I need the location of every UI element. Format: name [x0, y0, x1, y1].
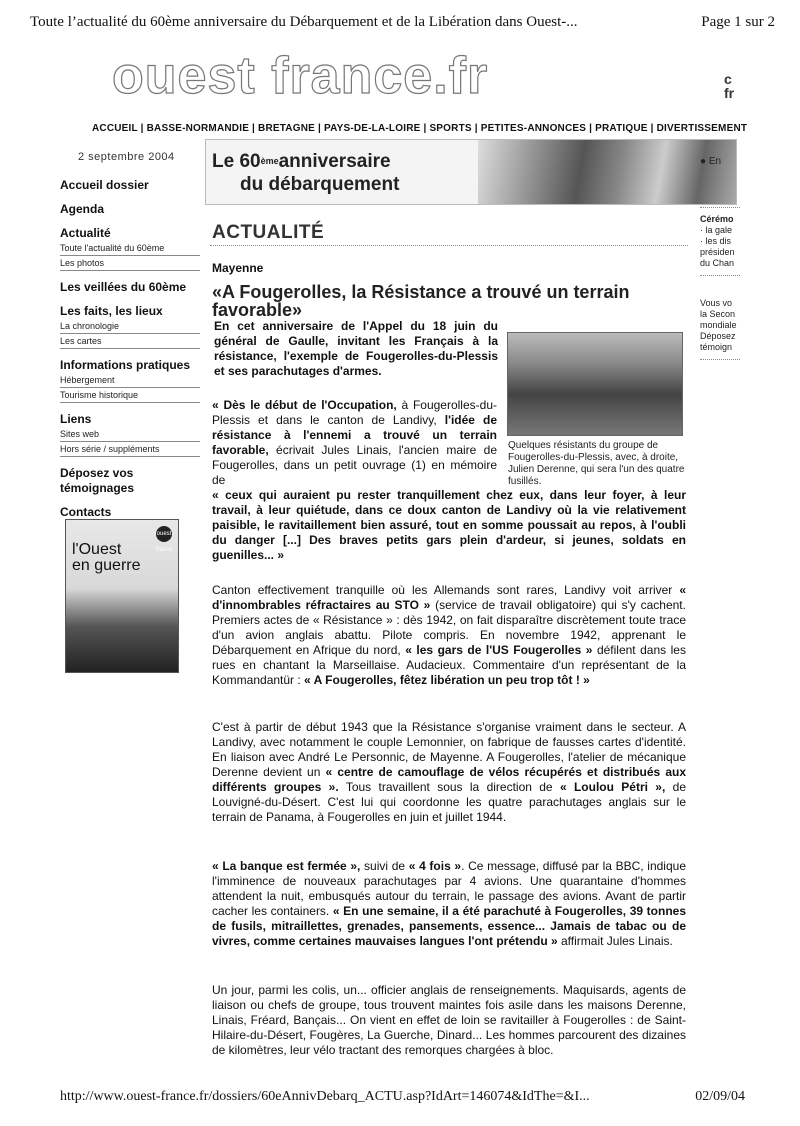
ouest-france-badge-icon: ouest france — [156, 526, 172, 542]
sidebar-subitem-sites-web[interactable]: Sites web — [60, 428, 200, 442]
right-text-v4[interactable]: Déposez — [700, 331, 736, 341]
sidebar-item-accueil[interactable]: Accueil dossier — [60, 178, 149, 192]
sidebar-subitem-hors-serie[interactable]: Hors série / suppléments — [60, 443, 200, 457]
right-text-v3: mondiale — [700, 320, 737, 330]
print-url[interactable]: http://www.ouest-france.fr/dossiers/60eAnnivDebarq_ACTU.asp?IdArt=146074&IdThe=&I... — [60, 1089, 590, 1104]
anniversary-banner[interactable] — [205, 139, 737, 205]
top-navigation[interactable]: ACCUEIL | BASSE-NORMANDIE | BRETAGNE | PAYS-DE-LA-LOIRE | SPORTS | PETITES-ANNONCES | PRATIQUE | DIVERTISSEMENT — [92, 123, 748, 134]
article-headline: «A Fougerolles, la Résistance a trouvé un terrain favorable» — [212, 282, 630, 320]
right-ceremonies[interactable]: Cérémo — [700, 214, 734, 224]
article-paragraph-1: « Dès le début de l'Occupation, à Fougerolles-du-Plessis et dans le canton de Landivy, l'idée de résistance à l'ennemi a trouvé un terrain favorable, écrivait Jules Linais, l'ancien maire de Fougerolles, dans un petit ouvrage (1) en mémoire de « ceux qui auraient pu rester tranquillement chez eux, dans leur foyer, à leur travail, à leur quiétude, dans ce doux canton de Landivy où la vie relativement paisible, le ravitaillement bien assuré, tout en somme poussait au repos, à l'oubli du danger [...] Des braves petits gars plein d'ardeur, si jeunes, soldats en guenilles... » — [212, 398, 686, 562]
sidebar-subitem-toute-actualite[interactable]: Toute l'actualité du 60ème — [60, 242, 200, 256]
right-column — [700, 150, 740, 366]
sidebar-item-veillees[interactable]: Les veillées du 60ème — [60, 280, 187, 294]
sidebar-item-agenda[interactable]: Agenda — [60, 202, 105, 216]
current-date: 2 septembre 2004 — [78, 151, 175, 163]
sidebar-subitem-chronologie[interactable]: La chronologie — [60, 320, 200, 334]
print-header-title: Toute l’actualité du 60ème anniversaire du Débarquement et de la Libération dans Ouest-... — [30, 14, 578, 30]
logo-fragment: c fr — [724, 71, 735, 101]
right-text-v5[interactable]: témoign — [700, 342, 733, 352]
sidebar-item-contacts[interactable]: Contacts — [60, 505, 112, 519]
right-text-3: présiden — [700, 247, 735, 257]
print-footer — [60, 1089, 745, 1105]
sidebar-subitem-hebergement[interactable]: Hébergement — [60, 374, 200, 388]
flags-image — [478, 140, 736, 205]
sidebar-item-liens[interactable]: Liens — [60, 412, 92, 426]
banner-title: Le 60èmeanniversaire du débarquement — [212, 151, 400, 195]
right-text-v1: Vous vo — [700, 298, 733, 308]
sidebar-item-faits-lieux[interactable]: Les faits, les lieux — [60, 304, 163, 318]
article-paragraph-3: C'est à partir de début 1943 que la Résistance s'organise vraiment dans le secteur. A Landivy, avec notamment le couple Lemonnier, on fabrique de fausses cartes d'identité. En liaison avec André Le Personnic, de Mayenne. A Fougerolles, l'atelier de mécanique Derenne devient un « centre de camouflage de vélos récupérés et distribués aux différents groupes ». Tous travaillent sous la direction de « Loulou Pétri », de Louvigné-du-Désert. C'est lui qui coordonne les quatre parachutages anglais sur le terrain de Panama, à Fougerolles en juin et juillet 1944. — [212, 720, 687, 824]
right-link-1[interactable]: · la gale — [700, 225, 733, 235]
article-paragraph-2: Canton effectivement tranquille où les Allemands sont rares, Landivy voit arriver « d'innombrables réfractaires au STO » (service de travail obligatoire) qui s'y cachent. Premiers actes de « Résistance » : dès 1942, on fait disparaître discrètement toute trace d'un avion anglais abattu. Pilote compris. En novembre 1942, apprenant le Débarquement en Afrique du nord, « les gars de l'US Fougerolles » défilent dans les rues en chantant la Marseillaise. Audacieux. Commentaire d'un représentant de la Kommandantür : « A Fougerolles, fêtez libération un peu trop tôt ! » — [212, 583, 686, 687]
print-page-number: Page 1 sur 2 — [701, 14, 775, 30]
sidebar — [60, 178, 200, 529]
article-region: Mayenne — [212, 261, 264, 275]
right-link-2[interactable]: · les dis — [700, 236, 732, 246]
sidebar-item-actualite[interactable]: Actualité — [60, 226, 111, 240]
sidebar-subitem-tourisme[interactable]: Tourisme historique — [60, 389, 200, 403]
article-paragraph-5: Un jour, parmi les colis, un... officier anglais de renseignements. Maquisards, agents de liaison ou chefs de groupe, tous trouvent maintes fois asile dans les maisons Derenne, Linais, Fréard, Bançais... On vient en effet de loin se ravitailler à Fougerolles : de Saint-Hilaire-du-Désert, Fougères, La Guerche, Dinard... Les hommes parcourent des dizaines de kilomètres, leur vélo tractant des remorques chargées à bloc. — [212, 983, 686, 1057]
section-divider — [210, 245, 688, 246]
sidebar-subitem-photos[interactable]: Les photos — [60, 257, 200, 271]
article-paragraph-4: « La banque est fermée », suivi de « 4 fois ». Ce message, diffusé par la BBC, indique l'imminence de nouveaux parachutages par 4 avions. Une quarantaine d'hommes attendent la nuit, embusqués autour du terrain, le passage des avions. Avant de partir cacher les containers. « En une semaine, il a été parachuté à Fougerolles, 39 tonnes de fusils, mitraillettes, grenades, pansements, essence... Jamais de tabac ou de vivres, comme certaines mauvaises langues l'ont prétendu » affirmait Jules Linais. — [212, 859, 687, 948]
print-date: 02/09/04 — [695, 1089, 745, 1104]
sidebar-item-informations[interactable]: Informations pratiques — [60, 358, 191, 372]
right-text-v2: la Secon — [700, 309, 736, 319]
site-logo[interactable]: ouest france.fr — [112, 47, 489, 105]
book-cover-ad[interactable] — [65, 519, 179, 673]
right-bullet-link[interactable]: ● En — [700, 156, 722, 167]
right-text-4: du Chan — [700, 258, 735, 268]
print-header — [30, 14, 775, 31]
photo-caption: Quelques résistants du groupe de Fougerolles-du-Plessis, avec, à droite, Julien Derenne, qui sera l'un des quatre fusillés. — [508, 440, 685, 487]
sidebar-subitem-cartes[interactable]: Les cartes — [60, 335, 200, 349]
sidebar-item-deposez[interactable]: Déposez vos témoignages — [60, 466, 135, 495]
section-title: ACTUALITÉ — [212, 222, 325, 243]
article-lead: En cet anniversaire de l'Appel du 18 juin du général de Gaulle, invitant les Français à la résistance, l'exemple de Fougerolles-du-Plessis et ses parachutages d'armes. — [214, 319, 498, 378]
book-title: l'Ouest en guerre — [72, 541, 141, 574]
